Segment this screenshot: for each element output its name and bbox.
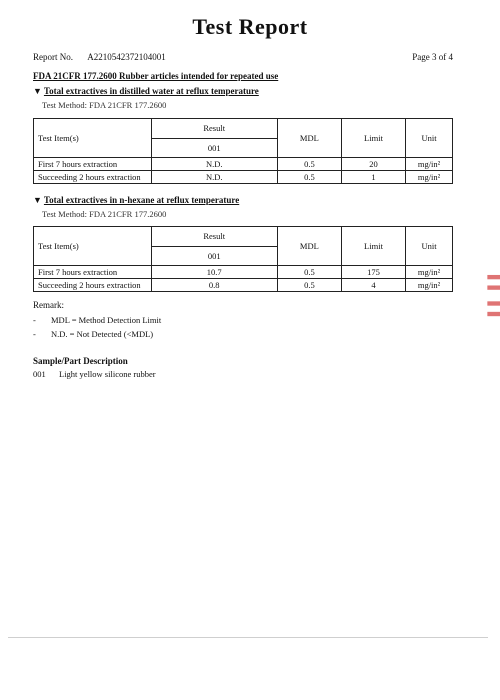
page-indicator: Page 3 of 4 bbox=[412, 52, 453, 62]
cell-mdl: 0.5 bbox=[277, 171, 341, 184]
table-row bbox=[34, 266, 453, 279]
header-result: Result bbox=[151, 119, 277, 139]
header-test-item: Test Item(s) bbox=[34, 119, 152, 158]
cell-limit: 4 bbox=[341, 279, 405, 292]
section-1-method: Test Method: FDA 21CFR 177.2600 bbox=[42, 100, 167, 110]
remark-label: Remark: bbox=[33, 300, 64, 310]
cell-limit: 1 bbox=[341, 171, 405, 184]
header-test-item: Test Item(s) bbox=[34, 227, 152, 266]
section-2-title: ▼ Total extractives in n-hexane at reflux temperature bbox=[33, 195, 240, 205]
header-limit: Limit bbox=[341, 227, 405, 266]
cell-result: N.D. bbox=[151, 171, 277, 184]
header-sample-id: 001 bbox=[151, 246, 277, 266]
cell-result: N.D. bbox=[151, 158, 277, 171]
header-result: Result bbox=[151, 227, 277, 247]
section-2-method: Test Method: FDA 21CFR 177.2600 bbox=[42, 209, 167, 219]
cell-unit: mg/in² bbox=[406, 158, 453, 171]
cell-mdl: 0.5 bbox=[277, 158, 341, 171]
cell-unit: mg/in² bbox=[406, 171, 453, 184]
cell-unit: mg/in² bbox=[406, 266, 453, 279]
report-title: Test Report bbox=[192, 14, 308, 39]
section-2-table bbox=[33, 226, 453, 292]
header-sample-id: 001 bbox=[151, 138, 277, 158]
table-row bbox=[34, 158, 453, 171]
remark-item: - N.D. = Not Detected (<MDL) bbox=[33, 329, 154, 339]
cell-limit: 20 bbox=[341, 158, 405, 171]
cell-mdl: 0.5 bbox=[277, 279, 341, 292]
section-1-table bbox=[33, 118, 453, 184]
sample-code: 001 bbox=[33, 369, 46, 379]
sample-description-heading: Sample/Part Description bbox=[33, 356, 128, 366]
header-mdl: MDL bbox=[277, 227, 341, 266]
header-unit: Unit bbox=[406, 227, 453, 266]
regulation-heading: FDA 21CFR 177.2600 Rubber articles intended for repeated use bbox=[33, 71, 279, 81]
triangle-icon: ▼ bbox=[33, 195, 42, 205]
stamp-mark: ▌▌ ▌▌ bbox=[487, 275, 500, 323]
cell-item: Succeeding 2 hours extraction bbox=[34, 279, 152, 292]
header-mdl: MDL bbox=[277, 119, 341, 158]
cell-item: Succeeding 2 hours extraction bbox=[34, 171, 152, 184]
table-row bbox=[34, 279, 453, 292]
report-number-value: A2210542372104001 bbox=[87, 52, 166, 62]
report-number-label: Report No. bbox=[33, 52, 73, 62]
section-1-title: ▼ Total extractives in distilled water at reflux temperature bbox=[33, 86, 259, 96]
header-limit: Limit bbox=[341, 119, 405, 158]
report-number bbox=[33, 52, 166, 62]
triangle-icon: ▼ bbox=[33, 86, 42, 96]
sample-description bbox=[33, 369, 156, 379]
remark-item: - MDL = Method Detection Limit bbox=[33, 315, 162, 325]
header-unit: Unit bbox=[406, 119, 453, 158]
cell-mdl: 0.5 bbox=[277, 266, 341, 279]
sample-text: Light yellow silicone rubber bbox=[59, 369, 156, 379]
cell-unit: mg/in² bbox=[406, 279, 453, 292]
cell-limit: 175 bbox=[341, 266, 405, 279]
cell-result: 0.8 bbox=[151, 279, 277, 292]
cell-result: 10.7 bbox=[151, 266, 277, 279]
footer-divider bbox=[8, 637, 488, 638]
cell-item: First 7 hours extraction bbox=[34, 158, 152, 171]
table-row bbox=[34, 171, 453, 184]
cell-item: First 7 hours extraction bbox=[34, 266, 152, 279]
